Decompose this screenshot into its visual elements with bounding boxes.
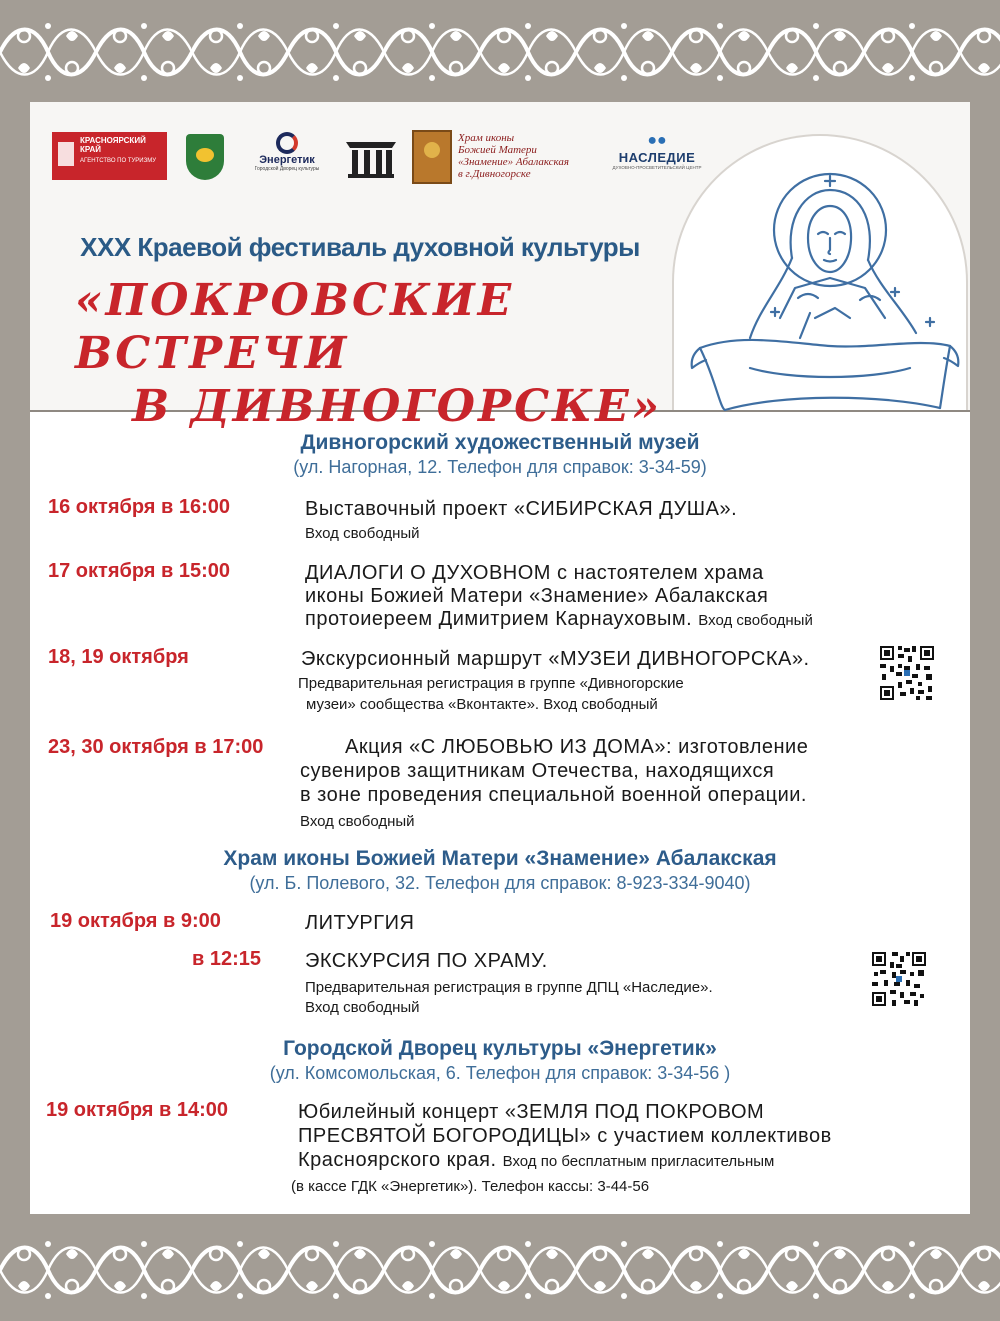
venue-name: Дивногорский художественный музей xyxy=(300,431,700,454)
event-date: в 12:15 xyxy=(192,948,262,970)
divnogorsk-crest-icon xyxy=(186,134,224,180)
header xyxy=(30,102,970,432)
event-note: (в кассе ГДК «Энергетик»). Телефон кассы: 3-44-56 xyxy=(291,1178,650,1195)
energetik-logo xyxy=(247,132,327,182)
event-text: Акция «С ЛЮБОВЬЮ ИЗ ДОМА»: изготовление xyxy=(345,736,809,758)
energetik-mark-icon xyxy=(276,132,298,154)
event-text: Выставочный проект «СИБИРСКАЯ ДУША». xyxy=(305,498,738,520)
event-text: Юбилейный концерт «ЗЕМЛЯ ПОД ПОКРОВОМ xyxy=(298,1101,765,1123)
logo-text: Городской Дворец культуры xyxy=(254,166,320,172)
logo-text: КРАСНОЯРСКИЙ xyxy=(80,136,146,145)
logo-text: НАСЛЕДИЕ xyxy=(618,150,696,165)
museum-column-logo-icon xyxy=(342,134,400,180)
event-note: музеи» сообщества «Вконтакте». Вход свободный xyxy=(306,696,658,713)
logo-text: АГЕНТСТВО ПО ТУРИЗМУ xyxy=(80,158,157,164)
event-text: иконы Божией Матери «Знамение» Абалакская xyxy=(305,585,769,607)
festival-subtitle: XXX Краевой фестиваль духовной культуры xyxy=(80,232,640,262)
bottom-ornament-border xyxy=(0,1232,1000,1307)
event-text: в зоне проведения специальной военной операции. xyxy=(300,784,807,806)
poster-panel xyxy=(30,102,970,1214)
top-ornament-border xyxy=(0,14,1000,89)
krasnoyarsk-crest-icon xyxy=(58,142,74,166)
event-date: 16 октября в 16:00 xyxy=(48,496,231,518)
logo-text: в г.Дивногорске xyxy=(458,168,531,180)
venue-palace xyxy=(30,1036,970,1084)
event-date: 23, 30 октября в 17:00 xyxy=(48,736,264,758)
event-text: сувениров защитникам Отечества, находящихся xyxy=(300,760,775,782)
venue-church xyxy=(30,846,970,894)
logo-text: ДУХОВНО-ПРОСВЕТИТЕЛЬСКИЙ ЦЕНТР xyxy=(612,165,702,170)
event-text: ЭКСКУРСИЯ ПО ХРАМУ. xyxy=(305,950,548,972)
venue-address: (ул. Б. Полевого, 32. Телефон для справок: 8-923-334-9040) xyxy=(249,873,751,893)
event-text-line xyxy=(305,608,965,632)
event-text: Красноярского края. xyxy=(298,1149,497,1171)
znamenie-icon-logo xyxy=(412,130,452,184)
event-text: ЛИТУРГИЯ xyxy=(305,912,415,934)
event-text: протоиереем Димитрием Карнауховым. xyxy=(305,608,693,630)
krasnoyarsk-tourism-logo xyxy=(52,132,167,180)
logo-text: Энергетик xyxy=(259,154,315,166)
festival-title-line2: В ДИВНОГОРСКЕ» xyxy=(132,381,663,432)
venue-name: Городской Дворец культуры «Энергетик» xyxy=(283,1037,717,1060)
event-date: 19 октября в 14:00 xyxy=(46,1099,229,1121)
event-text: Экскурсионный маршрут «МУЗЕИ ДИВНОГОРСКА». xyxy=(301,648,810,670)
logo-text: Храм иконы xyxy=(458,132,515,144)
event-date: 17 октября в 15:00 xyxy=(48,560,231,582)
theotokos-icon xyxy=(680,168,970,412)
event-date: 19 октября в 9:00 xyxy=(50,910,221,932)
logo-text: КРАЙ xyxy=(80,145,102,154)
event-note: Вход свободный xyxy=(305,525,420,542)
venue-address: (ул. Нагорная, 12. Телефон для справок: 3-34-59) xyxy=(293,457,707,477)
event-text: ПРЕСВЯТОЙ БОГОРОДИЦЫ» с участием коллективов xyxy=(298,1125,832,1147)
event-note: Вход свободный xyxy=(698,612,813,629)
qr-code-icon[interactable] xyxy=(870,950,928,1008)
event-note: Вход по бесплатным пригласительным xyxy=(502,1153,775,1170)
event-note: Предварительная регистрация в группе ДПЦ «Наследие». xyxy=(305,979,713,996)
logo-text: «Знамение» Абалакская xyxy=(458,156,570,168)
event-note: Вход свободный xyxy=(305,999,420,1016)
event-note: Вход свободный xyxy=(300,813,415,830)
festival-title xyxy=(75,274,675,433)
logo-strip xyxy=(52,128,702,188)
event-text-line xyxy=(298,1149,938,1173)
venue-name: Храм иконы Божией Матери «Знамение» Абалакская xyxy=(223,847,777,870)
logo-text: Божией Матери xyxy=(458,144,537,156)
event-note: Предварительная регистрация в группе «Дивногорские xyxy=(298,675,684,692)
event-date: 18, 19 октября xyxy=(48,646,189,668)
festival-title-line1: «ПОКРОВСКИЕ ВСТРЕЧИ xyxy=(75,275,515,379)
qr-code-icon[interactable] xyxy=(878,644,936,702)
venue-address: (ул. Комсомольская, 6. Телефон для справок: 3-34-56 ) xyxy=(269,1063,731,1083)
nasledie-people-icon: ●● xyxy=(647,132,667,149)
event-text: ДИАЛОГИ О ДУХОВНОМ с настоятелем храма xyxy=(305,562,764,584)
hram-logo-text xyxy=(458,132,598,184)
venue-museum xyxy=(30,430,970,478)
